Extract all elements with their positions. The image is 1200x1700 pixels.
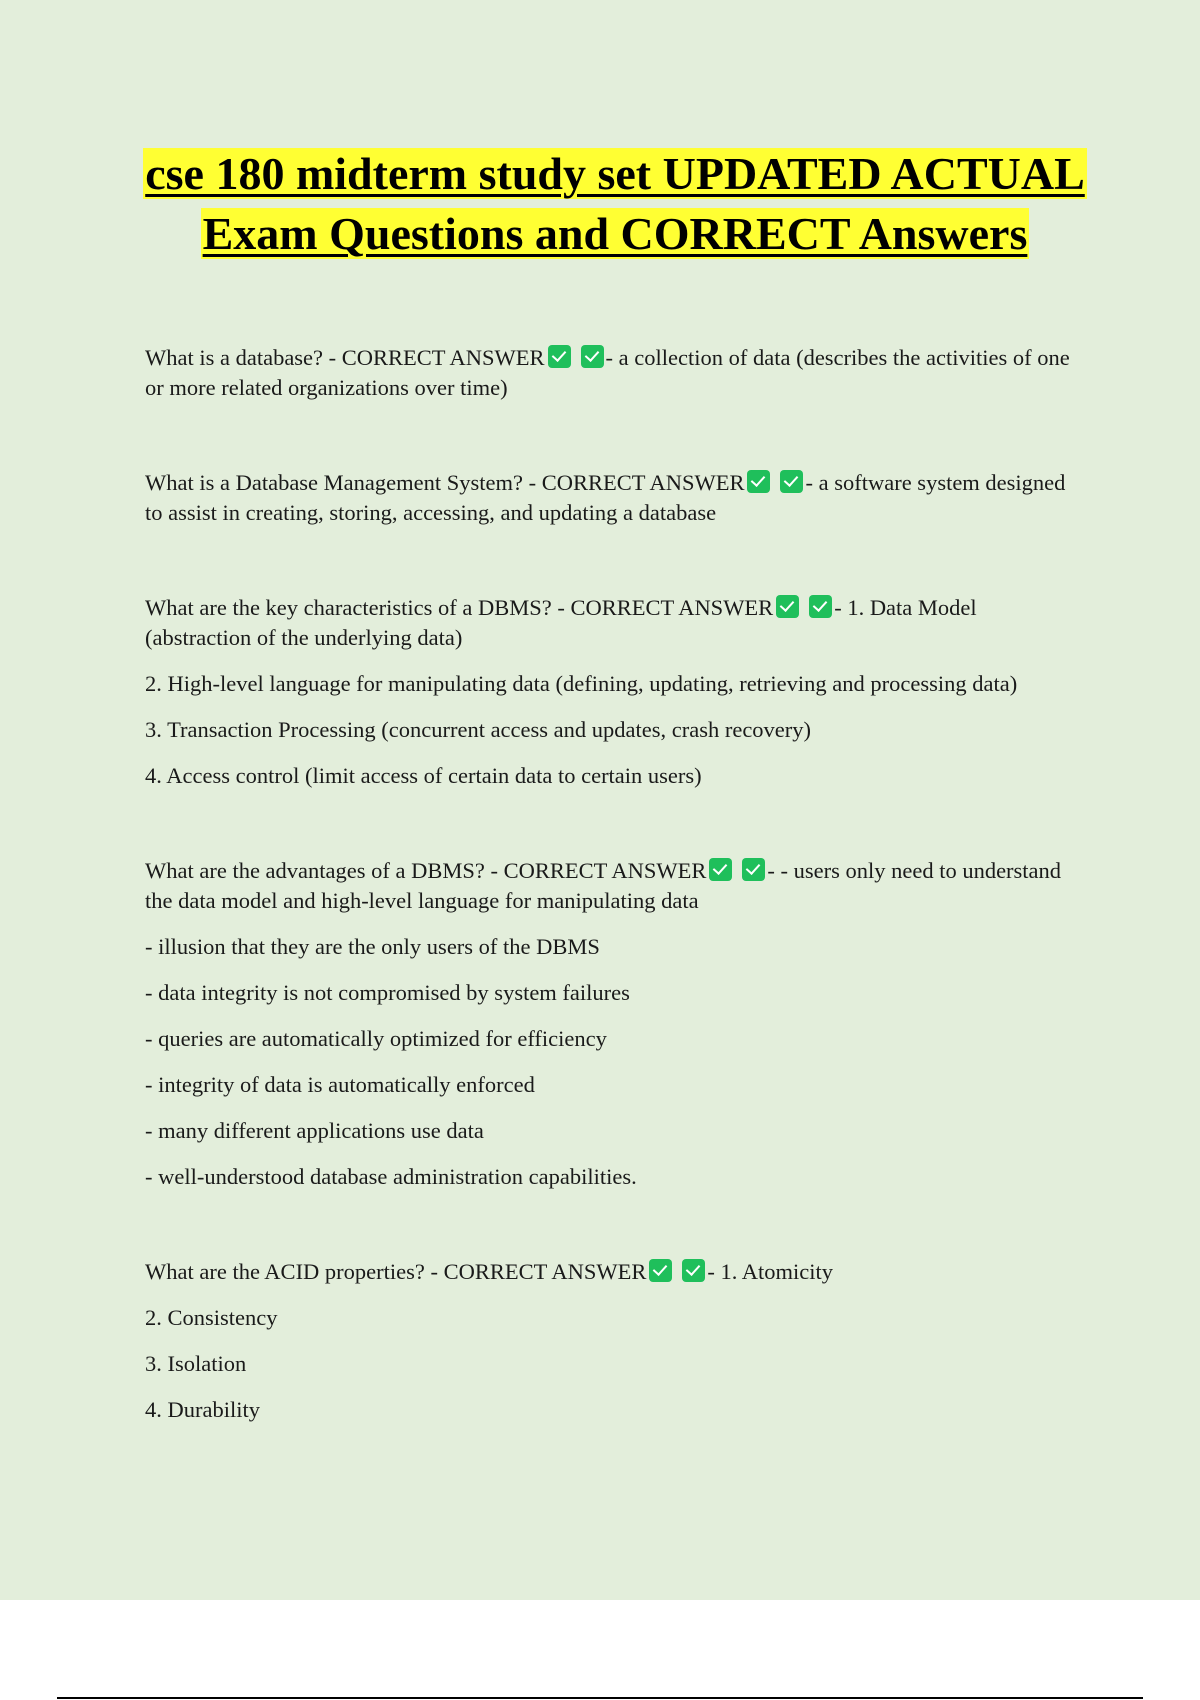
title-block [140,144,1090,264]
answer-text: a collection of data (describes the activities of one or more related organizations over time) [145,345,1070,400]
question-text: What are the advantages of a DBMS? [145,858,485,883]
qa-item [145,1257,1085,1425]
correct-answer-label: - CORRECT ANSWER [557,595,774,620]
correct-answer-label: - CORRECT ANSWER [430,1259,647,1284]
qa-item [145,468,1085,528]
answer-line: - many different applications use data [145,1118,484,1143]
qa-list [145,343,1085,1425]
answer-line: 4. Durability [145,1397,260,1422]
answer-line: - queries are automatically optimized for efficiency [145,1026,607,1051]
question-text: What is a Database Management System? [145,470,523,495]
answer-text: 1. Atomicity [720,1259,833,1284]
check-box-icon [581,345,604,368]
answer-dash: - [767,858,775,883]
answer-dash: - [834,595,842,620]
qa-item [145,856,1085,1192]
qa-question-line [145,343,1085,403]
answer-text: a software system designed to assist in creating, storing, accessing, and updating a database [145,470,1066,525]
section-gap [145,528,1085,593]
section-gap [145,1192,1085,1257]
answer-dash: - [707,1259,715,1284]
answer-dash: - [805,470,813,495]
answer-line: 3. Transaction Processing (concurrent access and updates, crash recovery) [145,717,812,742]
check-box-icon [780,470,803,493]
correct-answer-label: - CORRECT ANSWER [328,345,545,370]
answer-line: 3. Isolation [145,1351,247,1376]
footer-divider [57,1697,1143,1699]
qa-question-line [145,856,1085,916]
correct-answer-label: - CORRECT ANSWER [490,858,707,883]
qa-question-line [145,468,1085,528]
check-box-icon [682,1259,705,1282]
answer-line: - data integrity is not compromised by system failures [145,980,630,1005]
page-title: cse 180 midterm study set UPDATED ACTUAL Exam Questions and CORRECT Answers [145,148,1085,259]
answer-line: 2. High-level language for manipulating data (defining, updating, retrieving and processing data) [145,671,1018,696]
check-box-icon [548,345,571,368]
answer-text: 1. Data Model (abstraction of the underlying data) [145,595,977,650]
qa-item [145,343,1085,403]
answer-line: 4. Access control (limit access of certain data to certain users) [145,763,702,788]
answer-text: - users only need to understand the data model and high-level language for manipulating data [145,858,1062,913]
section-gap [145,791,1085,856]
correct-answer-label: - CORRECT ANSWER [528,470,745,495]
check-box-icon [742,858,765,881]
answer-line: 2. Consistency [145,1305,278,1330]
question-text: What are the ACID properties? [145,1259,425,1284]
qa-question-line [145,593,1085,653]
answer-line: - well-understood database administration capabilities. [145,1164,637,1189]
check-box-icon [649,1259,672,1282]
answer-line: - illusion that they are the only users of the DBMS [145,934,600,959]
qa-question-line [145,1257,1085,1287]
answer-dash: - [605,345,614,370]
qa-item [145,593,1085,791]
question-text: What are the key characteristics of a DBMS? [145,595,552,620]
check-box-icon [747,470,770,493]
check-box-icon [709,858,732,881]
check-box-icon [809,595,832,618]
check-box-icon [776,595,799,618]
answer-line: - integrity of data is automatically enforced [145,1072,535,1097]
question-text: What is a database? [145,345,324,370]
section-gap [145,403,1085,468]
